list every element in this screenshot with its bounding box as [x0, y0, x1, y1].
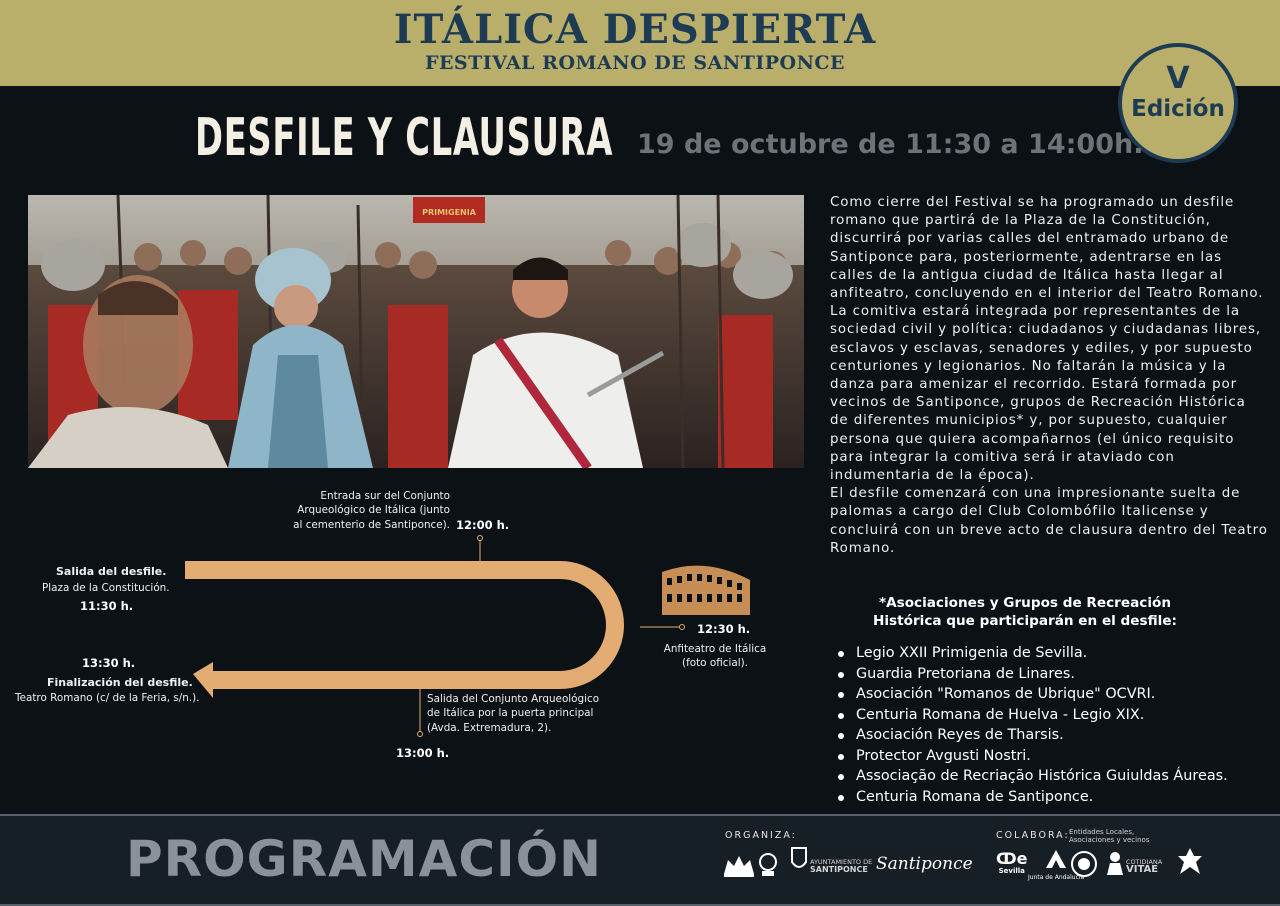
header-band	[0, 0, 1280, 86]
stop1-marker	[478, 536, 483, 541]
edition-number: V	[1166, 61, 1190, 96]
logo-text: VITAE	[1126, 864, 1159, 875]
stop3-label	[427, 692, 599, 735]
groups-heading	[830, 594, 1220, 630]
colabora-note-line: Entidades Locales,	[1069, 828, 1135, 836]
stop3-marker	[418, 732, 423, 737]
list-item	[838, 725, 1258, 746]
event-title: DESFILE Y CLAUSURA	[195, 108, 614, 168]
stop2-marker	[680, 625, 685, 630]
bullet-icon	[838, 692, 844, 698]
logo-crest-icon	[758, 852, 778, 882]
route-path	[185, 570, 615, 680]
group-name: Centuria Romana de Huelva - Legio XIX.	[856, 706, 1145, 723]
groups-heading-line: Histórica que participarán en el desfile:	[872, 613, 1177, 629]
group-name: Protector Avgusti Nostri.	[856, 747, 1031, 764]
bullet-icon	[838, 733, 844, 739]
logo-ayuntamiento-text	[810, 858, 872, 874]
list-item	[838, 664, 1258, 685]
logo-santiponce: Santiponce	[876, 854, 973, 874]
logo-text: Sevilla	[998, 867, 1025, 875]
stop3-line: Salida del Conjunto Arqueológico	[427, 693, 600, 705]
logo-vitae-text	[1126, 858, 1162, 874]
parade-photo	[28, 195, 804, 468]
stop3-time: 13:00 h.	[396, 746, 450, 760]
colabora-note-line: Asociaciones y vecinos	[1069, 836, 1150, 844]
soldier-icon	[1104, 850, 1126, 876]
festival-subtitle: FESTIVAL ROMANO DE SANTIPONCE	[424, 52, 846, 74]
groups-list	[838, 643, 1258, 807]
description-paragraph: La comitiva estará integrada por representantes de la sociedad civil y política: ciudadanos y ciudadanas libres, esclavos y esclavas, senadores y ediles, y por supuesto centuriones y legionarios. No faltarán la música y la danza para amenizar el recorrido. Estará formada por vecinos de Santiponce, grupos de Recreación Histórica de diferentes municipios* y, por supuesto, cualquier persona que quiera acompañarnos (el único requisito para integrar la comitiva será ir ataviado con indumentaria de la época).	[830, 304, 1262, 484]
bullet-icon	[838, 754, 844, 760]
logo-legion-icon	[1176, 846, 1204, 882]
logo-text: Junta de Andalucía	[1028, 874, 1085, 881]
group-name: Legio XXII Primigenia de Sevilla.	[856, 645, 1088, 661]
start-title: Salida del desfile.	[56, 565, 167, 578]
footer	[0, 814, 1280, 906]
festival-title: ITÁLICA DESPIERTA	[393, 6, 877, 53]
description-paragraph: El desfile comenzará con una impresionante suelta de palomas a cargo del Club Colombófilo Italicense y concluirá con un breve acto de clausura dentro del Teatro Romano.	[830, 486, 1268, 556]
photo-banner-text: PRIMIGENIA	[422, 208, 476, 217]
list-item	[838, 746, 1258, 767]
stop2-label	[660, 642, 770, 671]
list-item	[838, 705, 1258, 726]
group-name: Associação de Recriação Histórica Guiuldas Áureas.	[856, 768, 1228, 784]
logo-text: SANTIPONCE	[810, 865, 868, 874]
logo-sevilla	[996, 850, 1027, 875]
event-date: 19 de octubre de 11:30 a 14:00h.	[637, 129, 1144, 160]
group-name: Guardia Pretoriana de Linares.	[856, 665, 1075, 682]
start-time: 11:30 h.	[80, 599, 134, 613]
group-name: Asociación Reyes de Tharsis.	[856, 727, 1064, 743]
groups-heading-line: *Asociaciones y Grupos de Recreación	[878, 595, 1171, 611]
start-place: Plaza de la Constitución.	[42, 582, 170, 594]
group-name: Asociación "Romanos de Ubrique" OCVRI.	[856, 686, 1156, 702]
stop3-line: (Avda. Extremadura, 2).	[427, 721, 552, 734]
logo-ayuntamiento	[790, 846, 808, 878]
stop1-line: Arqueológico de Itálica (junto	[297, 504, 450, 517]
logo-building-icon	[722, 852, 756, 882]
group-name: Centuria Romana de Santiponce.	[856, 788, 1094, 805]
bullet-icon	[838, 713, 844, 719]
stop2-line: Anfiteatro de Itálica	[663, 643, 767, 655]
footer-title: PROGRAMACIÓN	[126, 830, 602, 888]
logo-text: COTIDIANA	[1126, 858, 1163, 866]
stop1-line: Entrada sur del Conjunto	[320, 490, 450, 502]
do-sevilla-icon: ↀe	[996, 849, 1028, 868]
list-item	[838, 766, 1258, 787]
organiza-label: ORGANIZA:	[725, 830, 797, 841]
bullet-icon	[838, 651, 844, 657]
stop1-line: al cementerio de Santiponce).	[293, 518, 450, 531]
description-paragraph: Como cierre del Festival se ha programado un desfile romano que partirá de la Plaza de la Constitución, discurrirá por varias calles del entramado urbano de Santiponce para, posteriormente, adentrarse en las calles de la antigua ciudad de Itálica hasta llegar al anfiteatro, concluyendo en el interior del Teatro Romano.	[830, 195, 1264, 302]
colabora-note	[1069, 828, 1149, 844]
shield-icon	[790, 846, 808, 874]
logo-cotidiana-vitae	[1104, 850, 1126, 880]
list-item	[838, 643, 1258, 664]
parade-photo-illustration	[28, 195, 804, 468]
edition-label: Edición	[1131, 96, 1225, 122]
colosseum-icon	[662, 566, 750, 615]
stop2-line: (foto oficial).	[682, 657, 748, 670]
junta-andalucia-icon	[1038, 848, 1074, 870]
bullet-icon	[838, 672, 844, 678]
list-item	[838, 684, 1258, 705]
event-description	[830, 194, 1268, 558]
logo-text: AYUNTAMIENTO DE	[810, 858, 873, 866]
stop1-time: 12:00 h.	[456, 518, 510, 532]
list-item	[838, 787, 1258, 808]
bullet-icon	[838, 774, 844, 780]
stop2-time: 12:30 h.	[697, 622, 751, 636]
logo-seal-icon	[1070, 850, 1098, 882]
stop1-label	[290, 489, 450, 532]
end-title: Finalización del desfile.	[47, 676, 193, 689]
colabora-label: COLABORA:	[996, 830, 1070, 841]
end-time: 13:30 h.	[82, 656, 136, 670]
bullet-icon	[838, 795, 844, 801]
end-place: Teatro Romano (c/ de la Feria, s/n.).	[15, 692, 200, 704]
stop3-line: de Itálica por la puerta principal	[427, 707, 594, 720]
